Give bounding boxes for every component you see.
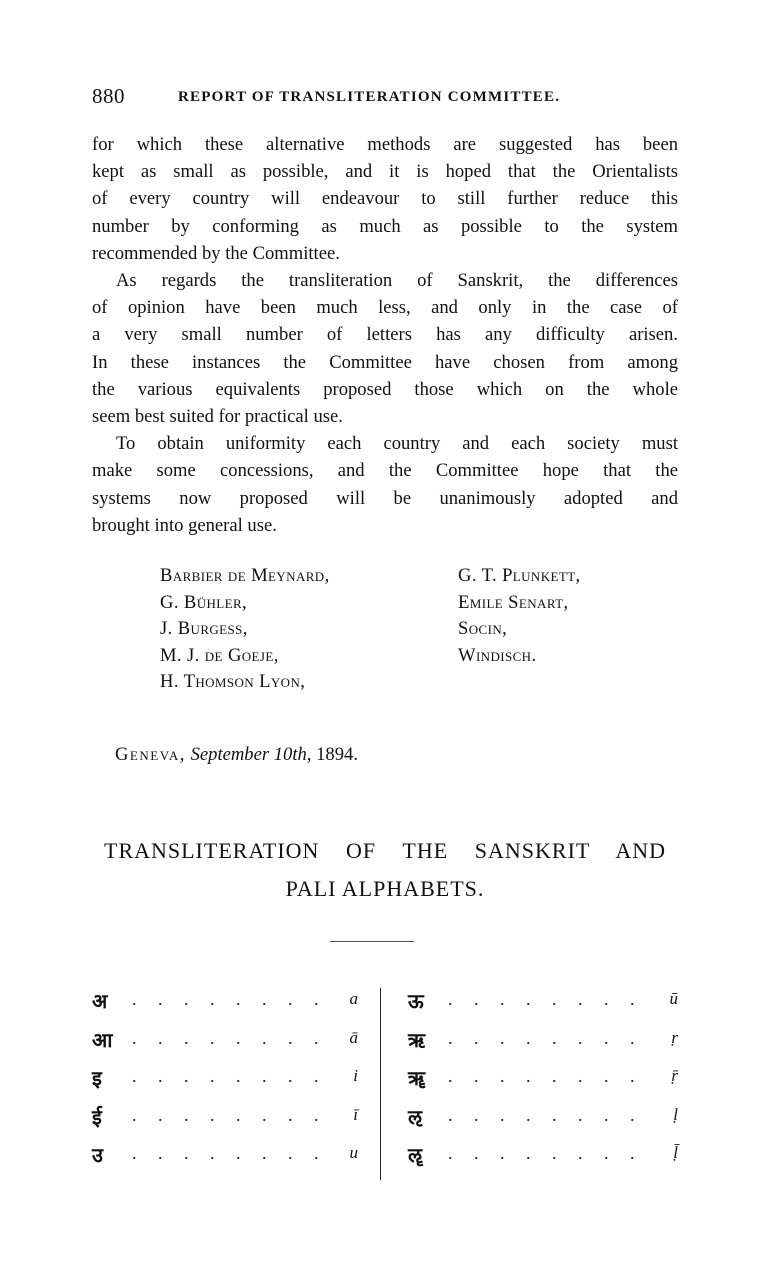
alphabet-row: [408, 1139, 678, 1178]
transliteration: ṝ: [671, 1066, 678, 1085]
text-line: for which these alternative methods are suggested has been: [92, 134, 678, 155]
signatory: Windisch.: [458, 644, 537, 666]
leader-dots: [448, 989, 638, 1010]
alphabet-row: [408, 985, 678, 1024]
paragraph-1: [92, 131, 678, 267]
text-line: To obtain uniformity each country and each society must: [116, 433, 678, 455]
text-line: of every country will endeavour to still further reduce this: [92, 188, 678, 210]
devanagari-letter: अ: [92, 989, 108, 1013]
alphabet-row: [408, 1101, 678, 1140]
devanagari-letter: आ: [92, 1027, 113, 1052]
transliteration: ḹ: [673, 1143, 678, 1162]
transliteration: a: [349, 989, 358, 1008]
transliteration: ā: [349, 1027, 358, 1047]
leader-dots: [132, 1028, 322, 1049]
month: September: [190, 744, 270, 765]
text-line: of opinion have been much less, and only in the case of: [92, 297, 678, 319]
transliteration: ḷ: [673, 1104, 678, 1124]
transliteration: u: [349, 1143, 358, 1162]
alphabet-row: [92, 1101, 362, 1140]
text-line: make some concessions, and the Committee hope that the: [92, 460, 678, 482]
devanagari-letter: ॠ: [408, 1066, 426, 1090]
signatories-right-column: [458, 563, 698, 669]
devanagari-letter: इ: [92, 1066, 102, 1090]
section-rule: [330, 941, 414, 942]
alphabet-row: [408, 1024, 678, 1063]
paragraph-3: [92, 430, 678, 539]
paragraph-2: [92, 267, 678, 430]
text-line: the various equivalents proposed those which on the whole: [92, 378, 678, 400]
devanagari-letter: ऋ: [408, 1027, 426, 1052]
transliteration: ṛ: [671, 1027, 678, 1047]
transliteration: ū: [669, 989, 678, 1008]
place-date: [115, 744, 358, 766]
section-title: [92, 832, 678, 908]
year: 1894.: [316, 744, 358, 765]
text-line: brought into general use.: [92, 514, 277, 536]
signatory: G. Bühler,: [160, 591, 248, 613]
text-line: recommended by the Committee.: [92, 242, 340, 264]
alphabet-row: [92, 1139, 362, 1178]
devanagari-letter: ॡ: [408, 1143, 422, 1167]
page-number: 880: [92, 84, 125, 108]
signatory: G. T. Plunkett,: [458, 565, 581, 586]
text-line: number by conforming as much as possible to the system: [92, 215, 678, 237]
leader-dots: [448, 1143, 638, 1164]
text-line: a very small number of letters has any difficulty arisen.: [92, 324, 678, 346]
running-title: REPORT OF TRANSLITERATION COMMITTEE.: [178, 89, 561, 105]
alphabet-row: [92, 985, 362, 1024]
section-title-line-1: TRANSLITERATION OF THE SANSKRIT AND: [104, 838, 666, 863]
signatory: Socin,: [458, 618, 508, 639]
place: Geneva,: [115, 744, 186, 765]
leader-dots: [132, 1105, 322, 1126]
text-line: kept as small as possible, and it is hoped that the Orientalists: [92, 161, 678, 183]
leader-dots: [132, 1143, 322, 1164]
devanagari-letter: उ: [92, 1143, 103, 1167]
transliteration: ī: [353, 1104, 358, 1124]
alphabet-row: [92, 1062, 362, 1101]
devanagari-letter: ऊ: [408, 989, 424, 1013]
text-line: systems now proposed will be unanimously adopted and: [92, 487, 678, 509]
signatory: Emile Senart,: [458, 591, 569, 613]
section-title-line-2: PALI ALPHABETS.: [285, 876, 485, 901]
transliteration: i: [353, 1066, 358, 1085]
table-column-divider: [380, 988, 381, 1180]
leader-dots: [448, 1028, 638, 1049]
text-line: seem best suited for practical use.: [92, 406, 343, 428]
body-text: [92, 131, 678, 539]
signatory: Barbier de Meynard,: [160, 565, 330, 586]
text-line: As regards the transliteration of Sanskrit, the differences: [116, 270, 678, 292]
devanagari-letter: ऌ: [408, 1104, 422, 1129]
leader-dots: [132, 989, 322, 1010]
alphabet-row: [408, 1062, 678, 1101]
day: 10th,: [273, 744, 312, 765]
alphabet-table-right: [408, 985, 678, 1178]
alphabet-table-left: [92, 985, 362, 1178]
alphabet-row: [92, 1024, 362, 1063]
signatory: J. Burgess,: [160, 618, 248, 639]
leader-dots: [448, 1105, 638, 1126]
leader-dots: [132, 1066, 322, 1087]
devanagari-letter: ई: [92, 1104, 102, 1129]
signatories-left-column: [160, 563, 460, 696]
signatory: H. Thomson Lyon,: [160, 671, 306, 692]
running-head: [92, 84, 678, 110]
leader-dots: [448, 1066, 638, 1087]
signatory: M. J. de Goeje,: [160, 644, 279, 666]
text-line: In these instances the Committee have chosen from among: [92, 351, 678, 373]
